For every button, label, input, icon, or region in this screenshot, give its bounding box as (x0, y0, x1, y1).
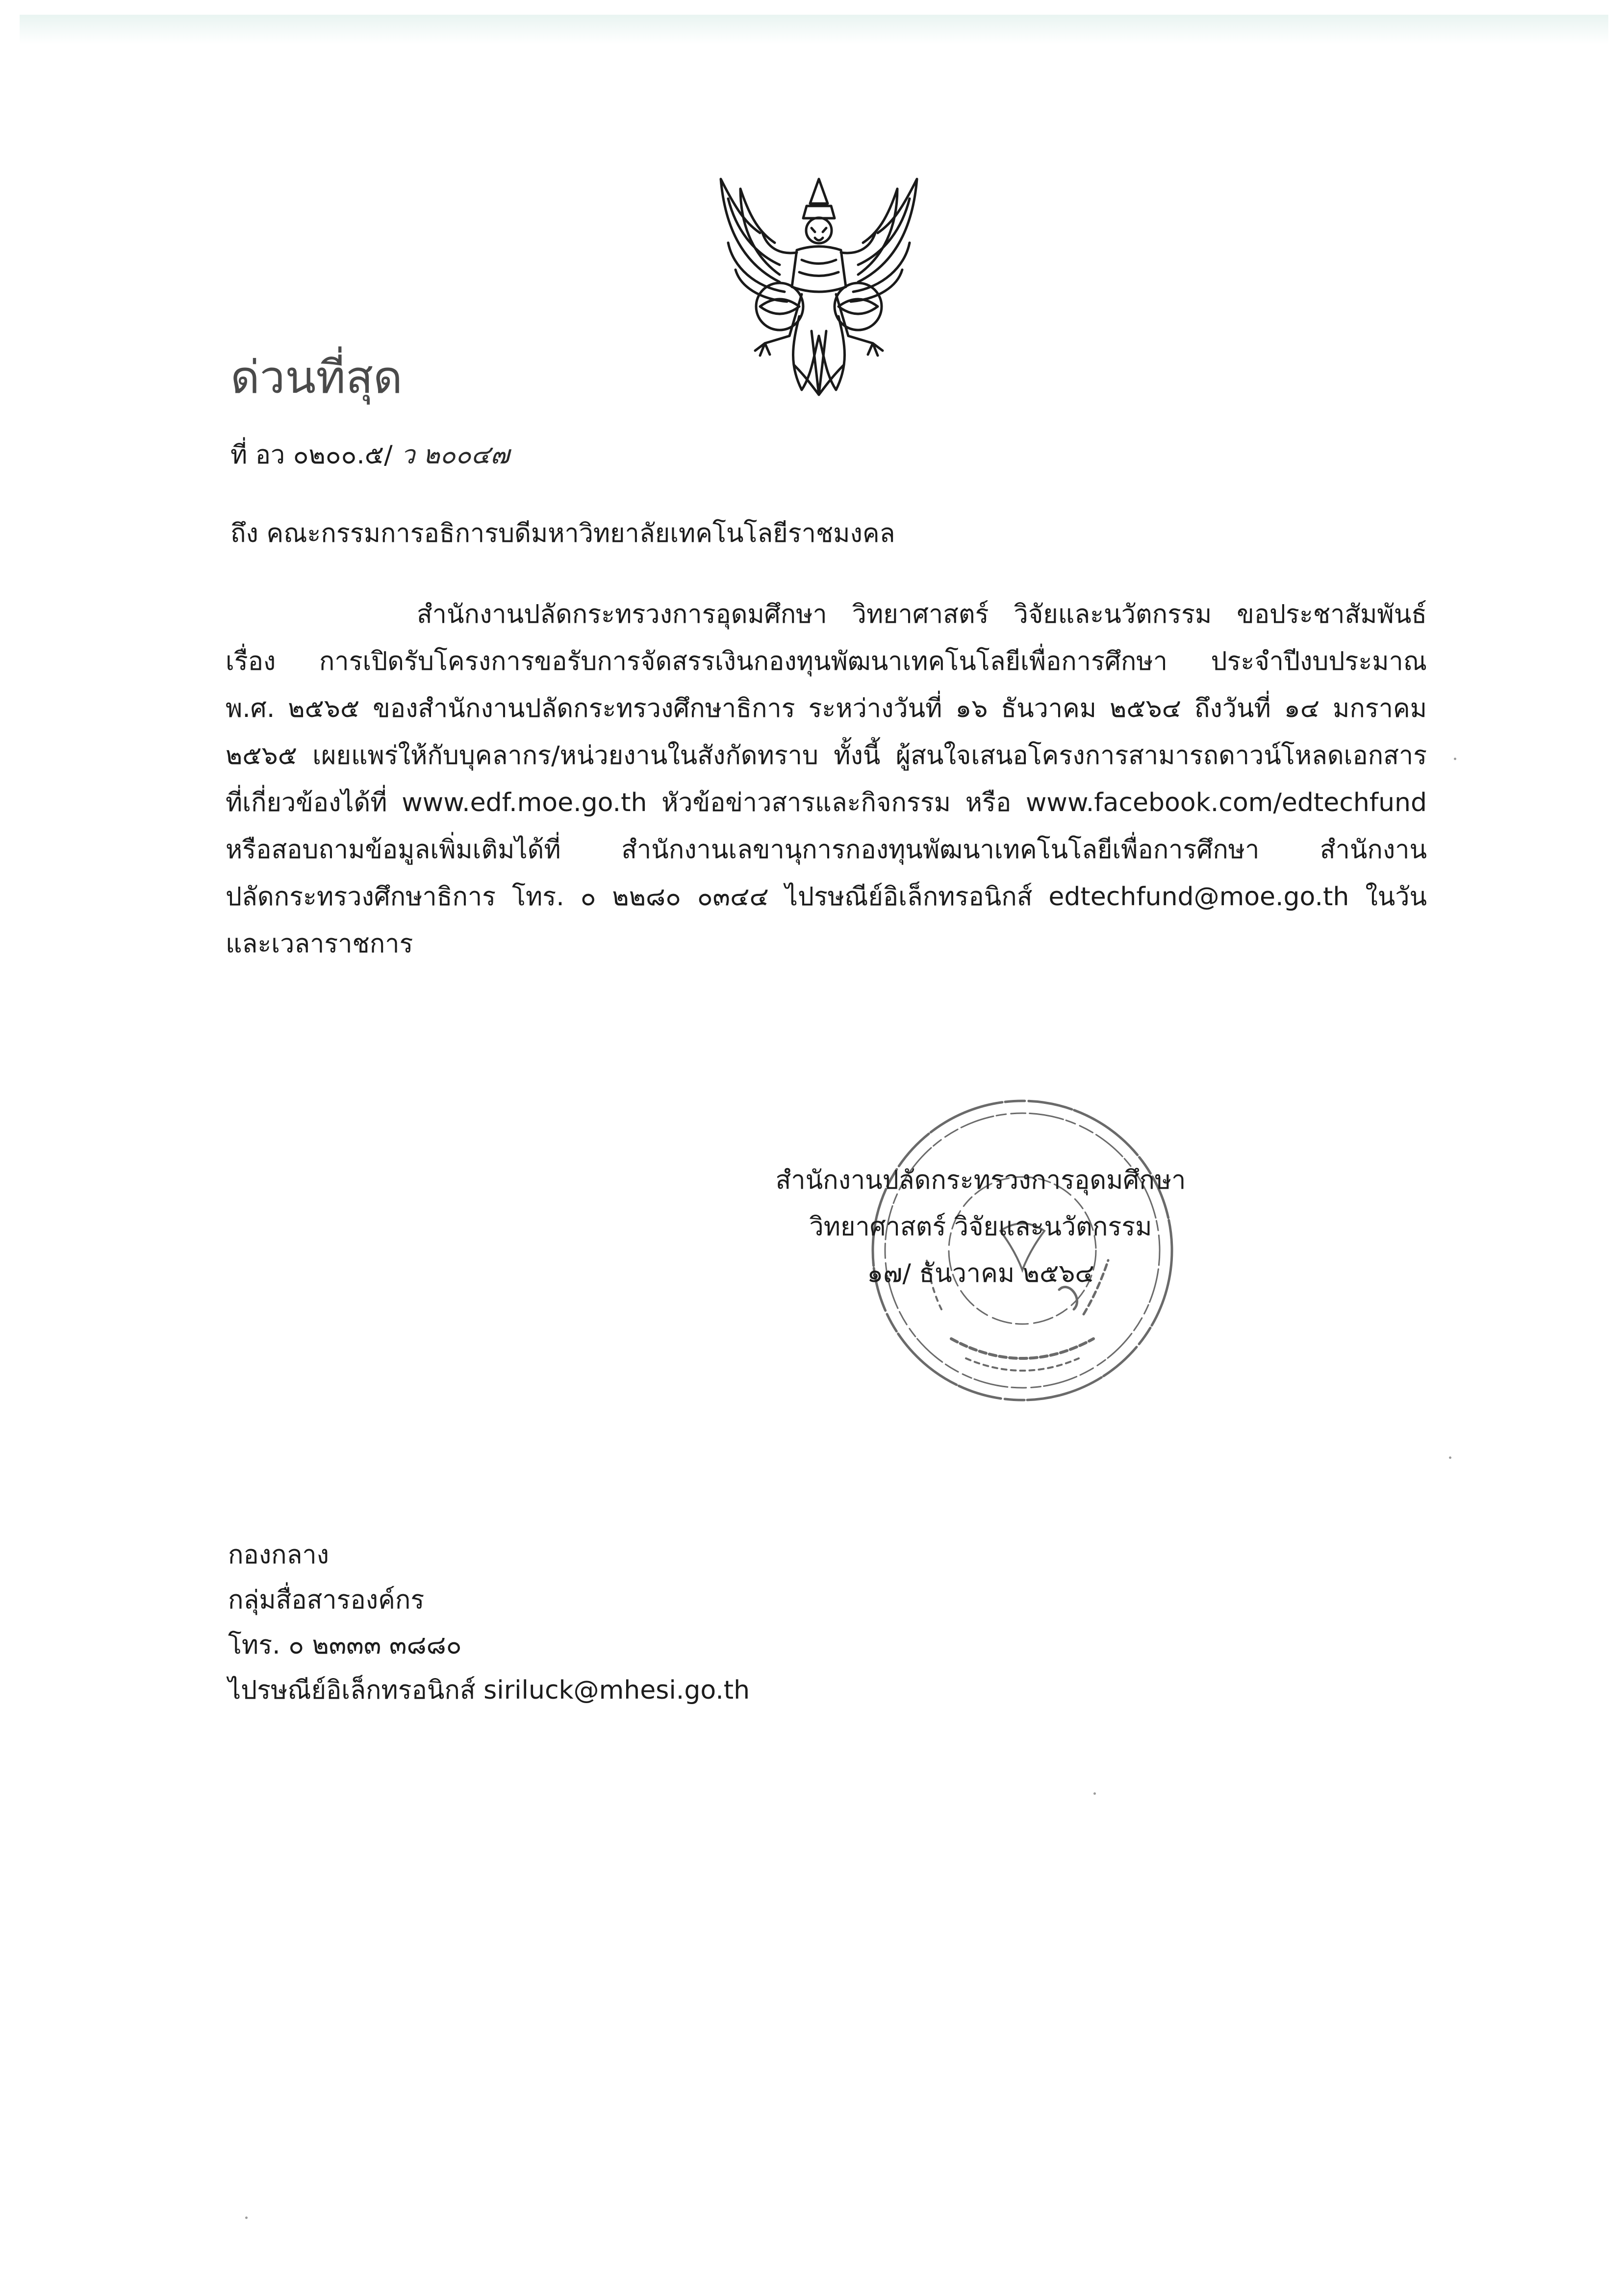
footer-email: ไปรษณีย์อิเล็กทรอนิกส์ siriluck@mhesi.go.th (228, 1676, 750, 1705)
scan-speck (1449, 1456, 1451, 1459)
signatory-office-line1: สำนักงานปลัดกระทรวงการอุดมศึกษา (775, 1166, 1186, 1195)
scan-speck (245, 2217, 248, 2219)
reference-number (230, 439, 509, 472)
scan-speck (1093, 1792, 1096, 1795)
footer-phone: โทร. ๐ ๒๓๓๓ ๓๘๘๐ (228, 1631, 462, 1660)
letter-date: ๑๗/ ธันวาคม ๒๕๖๔ (867, 1259, 1094, 1288)
body-line: ปลัดกระทรวงศึกษาธิการ โทร. ๐ ๒๒๘๐ ๐๓๔๔ ไปรษณีย์อิเล็กทรอนิกส์ edtechfund@moe.go.th ในวัน (226, 882, 1427, 912)
signatory-office-line2: วิทยาศาสตร์ วิจัยและนวัตกรรม (809, 1212, 1152, 1242)
garuda-emblem-icon (706, 169, 932, 400)
body-line: เรื่อง การเปิดรับโครงการขอรับการจัดสรรเงินกองทุนพัฒนาเทคโนโลยีเพื่อการศึกษา ประจำปีงบประมาณ (226, 647, 1427, 676)
contact-footer (228, 1532, 750, 1713)
body-line: พ.ศ. ๒๕๖๕ ของสำนักงานปลัดกระทรวงศึกษาธิการ ระหว่างวันที่ ๑๖ ธันวาคม ๒๕๖๔ ถึงวันที่ ๑๔ มกราคม (226, 694, 1427, 723)
addressee-line: ถึง คณะกรรมการอธิการบดีมหาวิทยาลัยเทคโนโลยีราชมงคล (230, 519, 895, 548)
reference-handwritten-number: ว ๒๐๐๔๗ (392, 440, 510, 470)
body-line: สำนักงานปลัดกระทรวงการอุดมศึกษา วิทยาศาสตร์ วิจัยและนวัตกรรม ขอประชาสัมพันธ์ (417, 600, 1427, 629)
letter-body (226, 591, 1427, 968)
body-line: ๒๕๖๕ เผยแพร่ให้กับบุคลากร/หน่วยงานในสังกัดทราบ ทั้งนี้ ผู้สนใจเสนอโครงการสามารถดาวน์โหลดเอกสาร (226, 741, 1427, 770)
urgency-heading: ด่วนที่สุด (230, 351, 403, 404)
body-line: หรือสอบถามข้อมูลเพิ่มเติมได้ที่ สำนักงานเลขานุการกองทุนพัฒนาเทคโนโลยีเพื่อการศึกษา สำนักงาน (226, 835, 1427, 865)
scan-speck (1454, 758, 1456, 760)
body-line: และเวลาราชการ (226, 929, 413, 959)
reference-prefix: ที่ อว ๐๒๐๐.๕/ (230, 440, 393, 470)
footer-division: กองกลาง (228, 1540, 330, 1570)
scan-edge-shading (20, 15, 1608, 44)
signature-block (736, 1157, 1226, 1297)
body-line: ที่เกี่ยวข้องได้ที่ www.edf.moe.go.th หัวข้อข่าวสารและกิจกรรม หรือ www.facebook.com/edtechfund (226, 788, 1427, 817)
footer-group: กลุ่มสื่อสารองค์กร (228, 1585, 425, 1615)
